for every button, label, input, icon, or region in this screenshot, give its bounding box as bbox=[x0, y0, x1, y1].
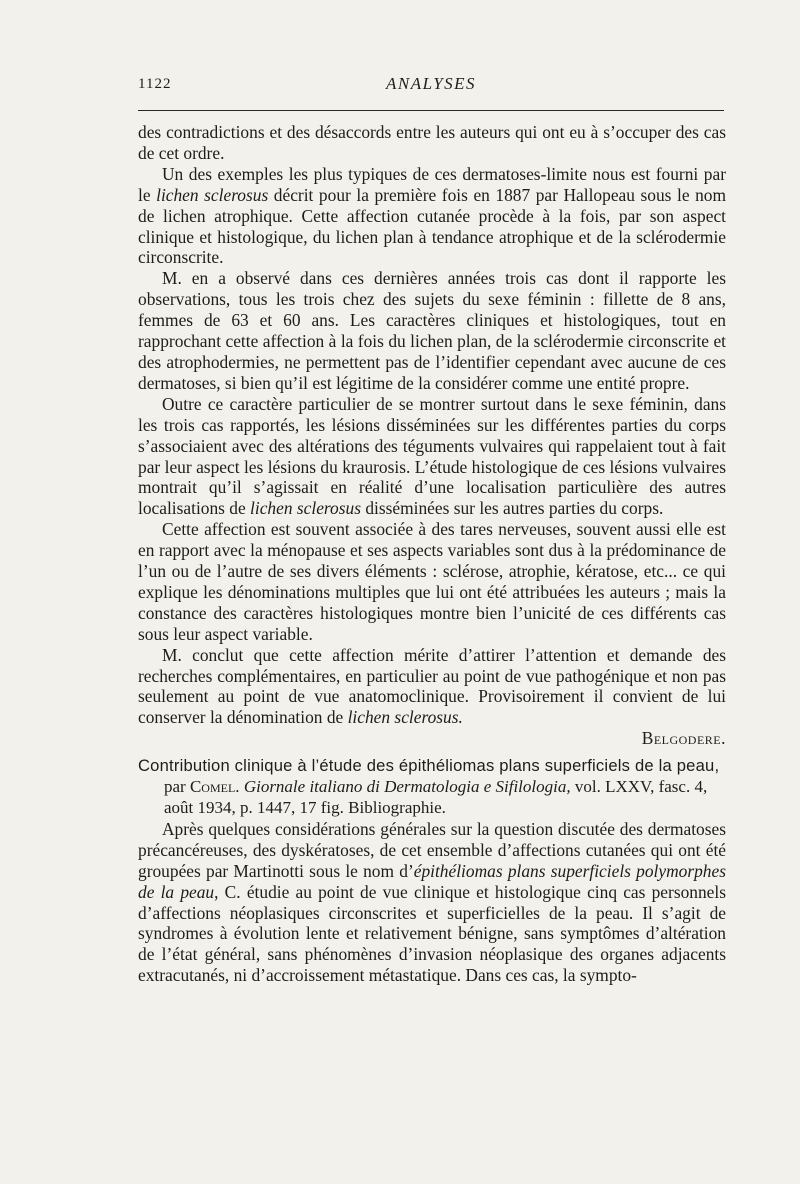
page-number: 1122 bbox=[138, 76, 172, 92]
italic-term: lichen sclerosus bbox=[250, 498, 361, 519]
paragraph-6 bbox=[138, 645, 726, 729]
journal-name: Giornale italiano di Dermatologia e Sifilologia, bbox=[239, 777, 571, 797]
paragraph-4 bbox=[138, 394, 726, 519]
italic-term: épithéliomas plans superficiels polymorphes de la peau bbox=[138, 860, 726, 902]
article-author: Comel. bbox=[189, 777, 240, 797]
text-segment: Cette affection est souvent associée à des tares nerveuses, souvent aussi elle est en rapport avec la ménopause et ses aspects variables sont dus à la prédominance de l’un ou de l’autre de ses divers éléments : sclérose, atrophie, kératose, etc... ce qui explique les dénominations multiples que lui ont été attribuées les auteurs ; mais la constance des caractères histologiques montre bien l’unicité de ces différents cas sous leur aspect variable. bbox=[138, 519, 726, 644]
text-segment: , C. étudie au point de vue clinique et histologique cinq cas personnels d’affections néoplasiques circonscrites et superficielles de la peau. Il s’agit de syndromes à évolution lente et relativement bénigne, sans symptômes d’altération de l’état général, sans phénomènes d’invasion néoplasique des organes adjacents extracutanés, ni d’accroissement métastatique. Dans ces cas, la sympto- bbox=[138, 881, 726, 986]
paragraph-5 bbox=[138, 519, 726, 644]
running-head bbox=[138, 74, 724, 98]
text-segment: M. en a observé dans ces dernières années trois cas dont il rapporte les observations, tous les trois chez des sujets du sexe féminin : fillette de 8 ans, femmes de 63 et 60 ans. Les caractères cliniques et histologiques, tout en rapprochant cette affection à la fois du lichen plan, de la sclérodermie circonscrite et des atrophodermies, ne permettent pas de l’identifier cependant avec aucune de ces dermatoses, si bien qu’il est légitime de la considérer comme une entité propre. bbox=[138, 268, 726, 393]
paragraph-1 bbox=[138, 122, 726, 164]
text-segment: disséminées sur les autres parties du corps. bbox=[360, 498, 664, 519]
text-segment: Outre ce caractère particulier de se montrer surtout dans le sexe féminin, dans les trois cas rapportés, les lésions disséminées sur les différentes parties du corps s’associaient avec des altérations des téguments vulvaires qui rappelaient tout à fait par leur aspect les lésions du kraurosis. L’étude histologique de ces lésions vulvaires montrait qu’il s’agissait en réalité d’une localisation particulière des autres localisations de bbox=[138, 393, 726, 519]
ref-prefix: par bbox=[164, 777, 190, 797]
article-heading bbox=[138, 756, 726, 819]
text-segment: Après quelques considérations générales sur la question discutée des dermatoses précancéreuses, des dyskératoses, de cet ensemble d’affections cutanées qui ont été groupées par Martinotti sous le nom d’ bbox=[138, 818, 726, 881]
text-segment: M. conclut que cette affection mérite d’attirer l’attention et demande des recherches complémentaires, en particulier au point de vue pathogénique et non pas seulement au point de vue anatomoclinique. Provisoirement il convient de lui conserver la dénomination de bbox=[138, 644, 726, 728]
reviewer-signature: Belgodere. bbox=[641, 728, 726, 749]
italic-term: lichen sclerosus. bbox=[347, 707, 463, 728]
text-segment: Un des exemples les plus typiques de ces dermatoses-limite nous est fourni par le bbox=[138, 163, 726, 205]
running-title: ANALYSES bbox=[385, 74, 477, 93]
paragraph-2 bbox=[138, 164, 726, 269]
italic-term: lichen sclerosus bbox=[156, 184, 269, 205]
article-title: Contribution clinique à l’étude des épithéliomas plans superficiels de la peau, bbox=[138, 756, 720, 776]
article-paragraph bbox=[138, 819, 726, 986]
body-text bbox=[138, 122, 726, 986]
header-rule bbox=[138, 110, 724, 111]
text-segment: des contradictions et des désaccords entre les auteurs qui ont eu à s’occuper des cas de cet ordre. bbox=[138, 122, 726, 163]
citation-details: vol. LXXV, fasc. 4, août 1934, p. 1447, 17 fig. Bibliographie. bbox=[164, 777, 708, 817]
paragraph-3 bbox=[138, 268, 726, 393]
text-segment: décrit pour la première fois en 1887 par Hallopeau sous le nom de lichen atrophique. Cette affection cutanée procède à la fois, par son aspect clinique et histologique, du lichen plan à tendance atrophique et de la sclérodermie circonscrite. bbox=[138, 184, 726, 268]
